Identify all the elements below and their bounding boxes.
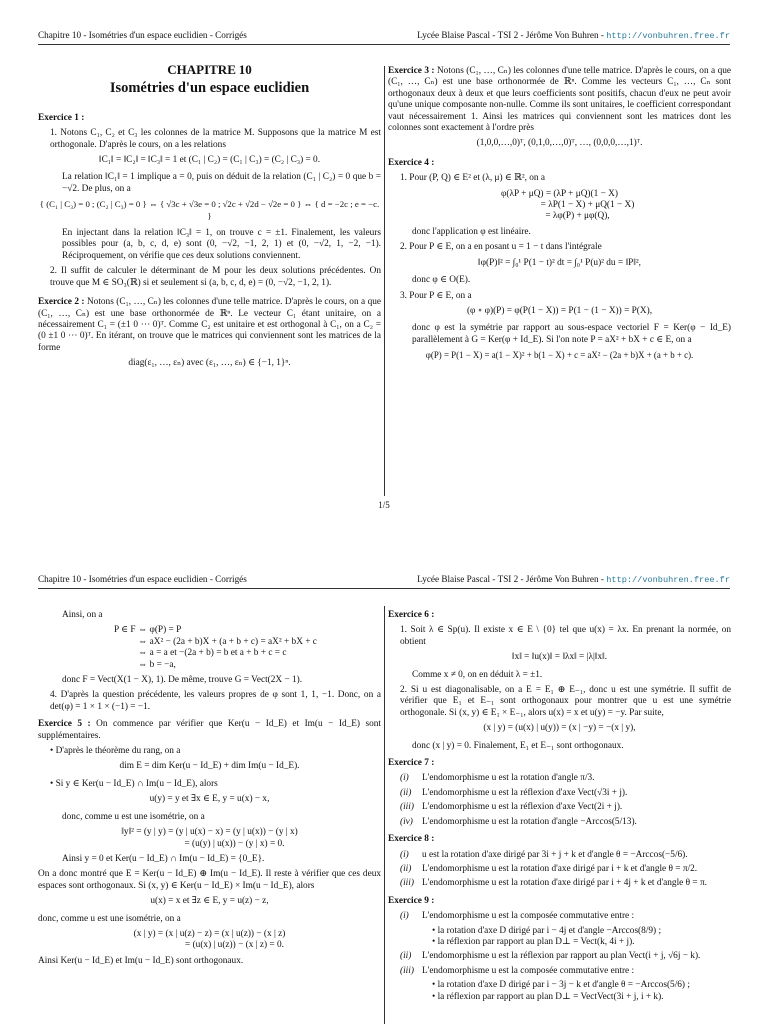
ex4-equiv-4: ⇔ b = −a, [138,659,176,670]
chapter-heading: CHAPITRE 10 [167,62,252,77]
ex5-orth-1: (x | y) = (x | u(z) − z) = (x | u(z)) − (x | z) [133,928,286,939]
ex4-equiv-3: ⇔ a = a et −(2a + b) = b et a + b + c = c [138,648,287,659]
page-2 [0,566,768,1024]
list-item: (ii) L'endomorphisme u est la réflexion par rapport au plan Vect(i + j, √6j − k). [400,951,701,962]
ex1-system: { (C₁ | C₃) = 0 ; (C₂ | C₃) = 0 } ⇔ { √3c + √3e = 0 ; √2c + √2d − √2e = 0 } ⇔ { d = −2c ; e = −c. } [39,199,380,221]
list-item: (iv) L'endomorphisme u est la rotation d'angle −Arccos(5/13). [400,816,637,827]
ex2-equation: diag(ε₁, …, εₙ) avec (ε₁, …, εₙ) ∈ {−1, 1}ⁿ. [128,358,291,369]
ex5-text-4: On a donc montré que E = Ker(u − Id_E) ⊕ Im(u − Id_E). Il reste à vérifier que ces deux espaces sont orthogonaux. Si (x, y) ∈ Ker(u − Id_E) × Im(u − Id_E), alors [38,869,381,891]
ex1-equation-1: ‖C₁‖ = ‖C₂‖ = ‖C₃‖ = 1 et (C₁ | C₂) = (C₁ | C₃) = (C₂ | C₃) = 0. [98,155,321,166]
ex6-text-1: Comme x ≠ 0, on en déduit λ = ±1. [412,669,543,680]
exercise-9-label: Exercice 9 : [388,895,435,906]
ex4-equiv-1: P ∈ F ⇔ φ(P) = P [114,625,182,636]
page2-left-column [38,610,381,971]
ex9-i-bullet-2: • la réflexion par rapport au plan D⊥ = Vect(k, 4i + j). [432,936,635,947]
page-number: 1/5 [378,500,390,510]
list-item: (iii) L'endomorphisme u est la rotation d'axe dirigé par i + 4j + k et d'angle θ = π. [400,878,707,889]
exercise-1-label: Exercice 1 : [38,112,85,123]
ex6-eq-2: (x | y) = (u(x) | u(y)) = (x | −y) = −(x | y), [483,723,636,734]
ex9-iii-bullet-2: • la réflexion par rapport au plan D⊥ = VectVect(3i + j, i + k). [432,991,664,1002]
exercise-3: Exercice 3 : Notons (C₁, …, Cₙ) les colonnes d'une telle matrice. D'après le cours, on a que (C₁, …, Cₙ) est une base orthonormée de ℝⁿ. Comme les vecteurs C₁, …, Cₙ sont orthogonaux deux à deux et que leurs coefficients sont positifs, chacun d'eux ne peut avoir qu'une unique composante non-nulle. Comme ils sont unitaires, le coefficient correspondant vaut nécessairement 1. Ainsi les matrices qui conviennent sont les matrices dont les colonnes sont exactement à l'ordre près [388,66,732,134]
header-rule [38,588,730,589]
list-item: (i) u est la rotation d'axe dirigé par 3i + j + k et d'angle θ = −Arccos(−5/6). [400,849,688,860]
page1-left-column [38,64,381,376]
exercise-6-label: Exercice 6 : [388,610,435,620]
ex5-orth-2: = (u(x) | u(z)) − (x | z) = 0. [185,940,284,951]
ex1-text-2: La relation ‖C₁‖ = 1 implique a = 0, puis on déduit de la relation (C₁ | C₂) = 0 que b = −√2. De plus, on a [62,172,381,194]
ex4-text-2: donc φ ∈ O(E). [412,275,471,286]
ex4-eq3: (φ ∘ φ)(P) = φ(P(1 − X)) = P(1 − (1 − X)) = P(X), [466,305,653,316]
column-divider [384,66,385,496]
exercise-8-label: Exercice 8 : [388,834,435,845]
ex4-ainsi: Ainsi, on a [62,610,103,620]
page-gap [0,520,768,566]
ex1-item-2: 2. Il suffit de calculer le déterminant de M pour les deux solutions précédentes. On trouve que M ∈ SO₃(ℝ) si et seulement si (a, b, c, d, e) = (0, −√2, −1, 2, 1). [50,266,381,288]
ex5-rank-eq: dim E = dim Ker(u − Id_E) + dim Im(u − Id_E). [119,761,300,772]
ex4-item-4: 4. D'après la question précédente, les valeurs propres de φ sont 1, 1, −1. Donc, on a det(φ) = 1 × 1 × (−1) = −1. [50,690,381,712]
page-header [38,574,730,585]
ex9-i-bullet-1: • la rotation d'axe D dirigé par i − 4j et d'angle −Arccos(8/9) ; [432,925,662,936]
ex4-eq2: ‖φ(P)‖² = ∫₀¹ P(1 − t)² dt = ∫₀¹ P(u)² du = ‖P‖², [478,257,641,268]
header-rule [38,44,730,45]
ex4-text-3: donc φ est la symétrie par rapport au sous-espace vectoriel F = Ker(φ − Id_E) parallèlement à G = Ker(φ + Id_E). Si l'on note P = aX² + bX + c ∈ E, on a [412,323,731,345]
page2-right-column [388,610,731,1003]
header-left: Chapitre 10 - Isométries d'un espace euclidien - Corrigés [38,30,247,40]
column-divider [384,606,385,1024]
ex5-text-5: donc, comme u est une isométrie, on a [38,913,181,924]
ex5-bullet-1: • D'après le théorème du rang, on a [50,746,181,757]
header-url[interactable]: http://vonbuhren.free.fr [606,31,730,41]
ex5-eq-x: u(x) = x et ∃z ∈ E, y = u(z) − z, [150,896,269,907]
header-right: Lycée Blaise Pascal - TSI 2 - Jérôme Von Buhren - http://vonbuhren.free.fr [417,30,730,41]
page-header [38,30,730,41]
ex8-list [388,850,731,890]
list-item: (iii) L'endomorphisme u est la composée commutative entre : [400,965,635,976]
ex4-text-f: donc F = Vect(X(1 − X), 1). De même, trouve G = Vect(2X − 1). [62,675,303,686]
ex9-iii-bullet-1: • la rotation d'axe D dirigé par i − 3j − k et d'angle θ = −Arccos(5/6) ; [432,980,690,991]
exercise-7-label: Exercice 7 : [388,758,435,769]
ex6-item-2: 2. Si u est diagonalisable, on a E = E₁ ⊕ E₋₁, donc u est une symétrie. Il suffit de vérifier que E₁ et E₋₁ sont orthogonaux pour montrer que u est une symétrie orthogonale. Si (x, y) ∈ E₁ × E₋₁, alors u(x) = x et u(y) = −y. Par suite, [400,685,731,718]
header-left: Chapitre 10 - Isométries d'un espace euclidien - Corrigés [38,574,247,584]
ex6-eq-1: ‖x‖ = ‖u(x)‖ = ‖λx‖ = |λ|‖x‖. [511,652,608,663]
ex5-text-2: donc, comme u est une isométrie, on a [62,811,205,822]
list-item: (ii) L'endomorphisme u est la rotation d'axe dirigé par i + k et d'angle θ = π/2. [400,863,698,874]
page1-right-column [388,66,731,368]
exercise-5: Exercice 5 : On commence par vérifier que Ker(u − Id_E) et Im(u − Id_E) sont supplémentaires. [38,719,382,741]
list-item: (i) L'endomorphisme u est la rotation d'angle π/3. [400,773,595,784]
ex5-text-6: Ainsi Ker(u − Id_E) et Im(u − Id_E) sont orthogonaux. [38,955,244,966]
ex4-item-3: 3. Pour P ∈ E, on a [400,290,472,301]
ex5-norm-1: ‖y‖² = (y | y) = (y | u(x) − x) = (y | u(x)) − (y | x) [121,827,298,838]
ex6-item-1: 1. Soit λ ∈ Sp(u). Il existe x ∈ E \ {0} tel que u(x) = λx. En prenant la normée, on obtient [400,625,731,647]
ex4-item-2: 2. Pour P ∈ E, on a en posant u = 1 − t dans l'intégrale [400,242,602,253]
chapter-title: Isométries d'un espace euclidien [109,80,310,97]
ex4-eq1b: = λP(1 − X) + μQ(1 − X) [540,200,635,211]
ex3-equation: (1,0,0,…,0)ᵀ, (0,1,0,…,0)ᵀ, …, (0,0,0,…,1)ᵀ. [476,138,643,149]
ex6-text-2: donc (x | y) = 0. Finalement, E₁ et E₋₁ sont orthogonaux. [412,740,624,751]
ex5-eq-y: u(y) = y et ∃x ∈ E, y = u(x) − x, [149,794,270,805]
ex4-text-1: donc l'application φ est linéaire. [412,226,531,237]
list-item: (ii) L'endomorphisme u est la réflexion d'axe Vect(√3i + j). [400,787,628,798]
ex1-item-1: 1. Notons C₁, C₂ et C₃ les colonnes de la matrice M. Supposons que la matrice M est orthogonale. D'après le cours, on a les relations [50,128,381,150]
exercise-4-label: Exercice 4 : [388,157,435,168]
ex7-list [388,773,731,828]
ex5-text-3: Ainsi y = 0 et Ker(u − Id_E) ∩ Im(u − Id_E) = {0_E}. [62,853,265,864]
ex5-bullet-2: • Si y ∈ Ker(u − Id_E) ∩ Im(u − Id_E), alors [50,778,218,789]
ex4-eq1a: φ(λP + μQ) = (λP + μQ)(1 − X) [501,188,618,199]
exercise-2: Exercice 2 : Notons (C₁, …, Cₙ) les colonnes d'une telle matrice. D'après le cours, on a que (C₁, …, Cₙ) est une base orthonormée de ℝⁿ. Le vecteur C₁ étant unitaire, on a nécessairement C₁ = (±1 0 ⋯ 0)ᵀ. Comme C₂ est unitaire et est orthogonal à C₁, on a C₂ = (0 ±1 0 ⋯ 0)ᵀ. En itérant, on trouve que le matrices qui conviennent sont les matrices de la forme [38,297,382,353]
list-item: (iii) L'endomorphisme u est la réflexion d'axe Vect(2i + j). [400,802,623,813]
ex5-norm-2: = (u(y) | u(x)) − (y | x) = 0. [184,838,285,849]
ex4-equiv-2: ⇔ aX² − (2a + b)X + (a + b + c) = aX² + bX + c [138,636,317,647]
ex9-list [388,911,731,1003]
ex4-item-1: 1. Pour (P, Q) ∈ E² et (λ, μ) ∈ ℝ², on a [400,173,546,184]
ex4-eq1c: = λφ(P) + μφ(Q), [545,211,610,222]
header-right: Lycée Blaise Pascal - TSI 2 - Jérôme Von Buhren - http://vonbuhren.free.fr [417,574,730,585]
ex4-eq4: φ(P) = P(1 − X) = a(1 − X)² + b(1 − X) + c = aX² − (2a + b)X + (a + b + c). [425,350,694,361]
header-url[interactable]: http://vonbuhren.free.fr [606,575,730,585]
list-item: (i) L'endomorphisme u est la composée commutative entre : [400,911,635,922]
ex1-text-3: En injectant dans la relation ‖C₃‖ = 1, on trouve c = ±1. Finalement, les valeurs possibles pour (a, b, c, d, e) sont (0, −√2, −1, 2, 1) et (0, −√2, 1, −2, −1). Réciproquement, on vérifie que ces deux solutions conviennent. [62,228,381,261]
